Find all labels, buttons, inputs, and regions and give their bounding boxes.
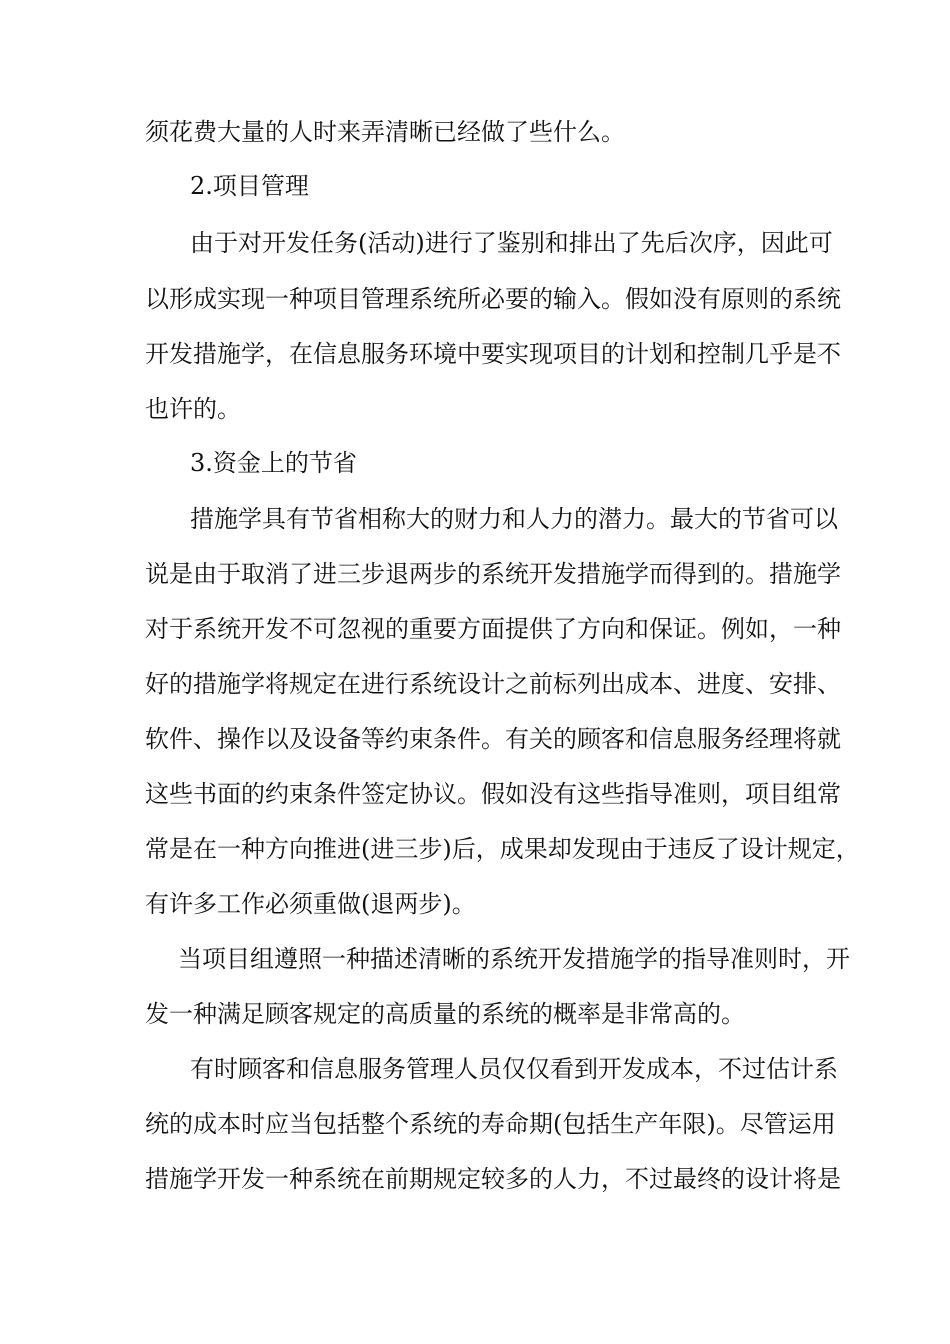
text-line: 以形成实现一种项目管理系统所必要的输入。假如没有原则的系统 bbox=[145, 285, 841, 313]
text-line: 有时顾客和信息服务管理人员仅仅看到开发成本，不过估计系 bbox=[190, 1055, 838, 1083]
text-line: 当项目组遵照一种描述清晰的系统开发措施学的指导准则时，开 bbox=[178, 945, 850, 973]
text-line: 对于系统开发不可忽视的重要方面提供了方向和保证。例如，一种 bbox=[145, 615, 841, 643]
text-line: 说是由于取消了进三步退两步的系统开发措施学而得到的。措施学 bbox=[145, 560, 841, 588]
text-line: 常是在一种方向推进(进三步)后，成果却发现由于违反了设计规定， bbox=[145, 835, 860, 863]
text-line: 统的成本时应当包括整个系统的寿命期(包括生产年限)。尽管运用 bbox=[145, 1110, 836, 1138]
text-line: 开发措施学，在信息服务环境中要实现项目的计划和控制几乎是不 bbox=[145, 340, 841, 368]
text-line: 由于对开发任务(活动)进行了鉴别和排出了先后次序，因此可 bbox=[190, 229, 833, 257]
text-line: 好的措施学将规定在进行系统设计之前标列出成本、进度、安排、 bbox=[145, 670, 841, 698]
text-line: 须花费大量的人时来弄清晰已经做了些什么。 bbox=[145, 118, 625, 146]
text-line: 措施学具有节省相称大的财力和人力的潜力。最大的节省可以 bbox=[190, 505, 838, 533]
section-heading-cost-saving: 3.资金上的节省 bbox=[190, 449, 357, 477]
section-heading-project-management: 2.项目管理 bbox=[190, 172, 309, 200]
text-line: 发一种满足顾客规定的高质量的系统的概率是非常高的。 bbox=[145, 1000, 745, 1028]
text-line: 这些书面的约束条件签定协议。假如没有这些指导准则，项目组常 bbox=[145, 780, 841, 808]
text-line: 措施学开发一种系统在前期规定较多的人力，不过最终的设计将是 bbox=[145, 1165, 841, 1193]
text-line: 有许多工作必须重做(退两步)。 bbox=[145, 890, 476, 918]
text-line: 软件、操作以及设备等约束条件。有关的顾客和信息服务经理将就 bbox=[145, 725, 841, 753]
text-line: 也许的。 bbox=[145, 395, 241, 423]
